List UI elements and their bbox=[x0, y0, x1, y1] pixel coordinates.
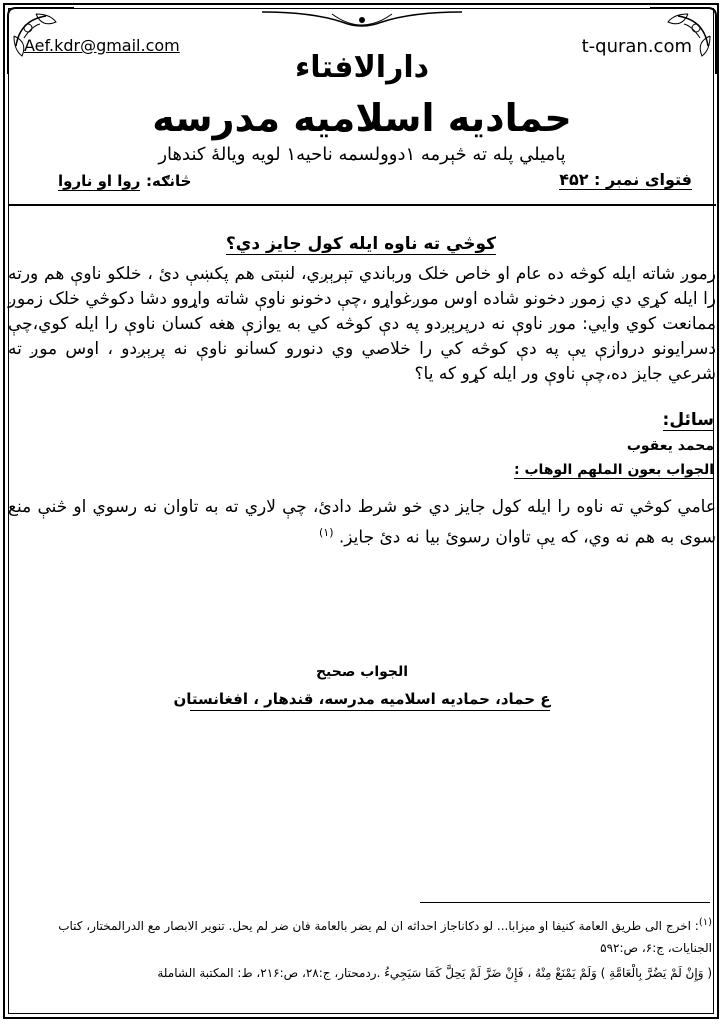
footnote-2: ( وَإِنْ لَمْ يَضُرَّ بِالْعَامَّةِ ) وَلَمْ يَمْنَعْ مِنْهُ ، فَإِنْ ضَرَّ لَمْ يَحِلَّ كَمَا سَيَجِيءُ .ردمحتار، ج:۲۸، ص:۲۱۶، ط: المكتبة الشاملة bbox=[157, 966, 712, 980]
footnote-1-text: : اخرج الى طريق العامة كنيفا او ميزابا... لو دكاناجاز احداثه ان لم يضر بالعامة فان ضر لم يحل. تنوير الابصار مع الدرالمختار، كتاب الجنايات، ج:۶، ص:۵۹۲ bbox=[58, 919, 712, 955]
address: پاميلي پله ته څېرمه ١دوولسمه ناحيه١ لويه ويالهٔ كندهار bbox=[158, 144, 566, 165]
answer-text bbox=[8, 495, 716, 551]
email-link[interactable]: Aef.kdr@gmail.com bbox=[24, 36, 180, 55]
website-link[interactable]: t-quran.com bbox=[581, 36, 692, 57]
header-divider bbox=[8, 204, 716, 206]
signature-title: الجواب صحیح bbox=[315, 664, 409, 680]
asker-name: محمد یعقوب bbox=[626, 438, 714, 454]
footnote-1-marker: (١) bbox=[698, 917, 712, 928]
section-label: څانګه: bbox=[146, 172, 192, 190]
footnote-divider bbox=[420, 902, 710, 903]
answer-intro: الجواب بعون الملهم الوهاب : bbox=[513, 462, 714, 478]
question-text: زموږ شاته ايله كوڅه ده عام او خاص خلک ورباندي تېرېږي، لنبتی هم پکښې دئ ، خلکو ناوې هم ورته را ايله کړي دي زموږ دخونو شاده اوس موږغواړو ،چې دخونو ناوې شاته واړوو دشا دکوڅي خلک زموږ ممانعت کوي وايي: موږ ناوې نه درپرېږدو په دې کوڅه کي به يوازې هغه کسان ناوې را ايله کوي،چې دسرايونو دروازې يې په دې کوڅه کي را خلاصي وي دنورو کسانو ناوې نه پرېږدو ، اوس موږ ته شرعي جایز ده،چې ناوې ور ایله کړو که یا؟ bbox=[8, 264, 716, 384]
signature-underline bbox=[190, 710, 550, 711]
footnote-1 bbox=[12, 912, 712, 959]
asker-label: سائل: bbox=[662, 410, 714, 430]
question-title: کوڅي ته ناوه ایله کول جایز دي؟ bbox=[225, 234, 496, 254]
fatwa-number: فتوای نمبر : ۴۵۲ bbox=[559, 170, 692, 189]
section-value: روا او ناروا bbox=[58, 172, 141, 190]
signature-name: ع حماد، حمادیه اسلامیه مدرسه، قندهار ، افغانستان bbox=[173, 690, 551, 708]
institution-title: دارالافتاء bbox=[294, 50, 430, 85]
footnote-reference[interactable]: (١) bbox=[318, 526, 334, 539]
answer-body: عامي کوڅي ته ناوه را ایله کول جایز دي خو شرط دادئ، چې لاري ته به تاوان نه رسوي او څنې منع سوی به هم نه وي، که یې تاوان رسوئ بیا نه دئ جایز. bbox=[8, 497, 716, 548]
top-center-ornament bbox=[262, 8, 462, 34]
madrasa-name: حمادیه اسلامیه مدرسه bbox=[152, 96, 572, 140]
